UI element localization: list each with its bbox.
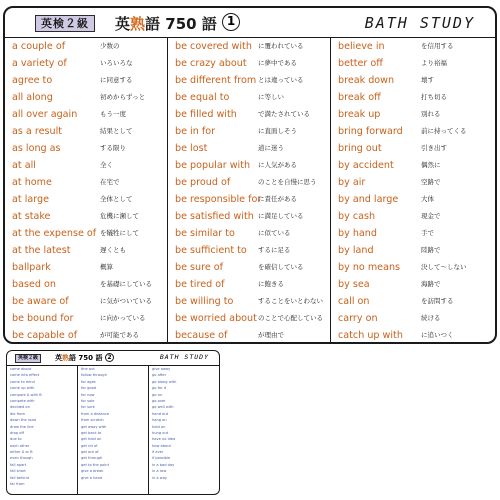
phrase-row <box>168 225 330 242</box>
phrase-english: by air <box>338 177 366 188</box>
phrase-english: at large <box>12 194 50 205</box>
phrase-japanese: に飽きる <box>258 280 284 288</box>
phrase-row <box>5 208 167 225</box>
phrase-japanese: とは違っている <box>258 76 304 84</box>
phrase-english: as long as <box>12 143 61 154</box>
phrase-english: carry on <box>338 313 378 324</box>
phrase-english: by land <box>338 245 374 256</box>
phrase-row <box>331 242 495 259</box>
thumb-phrase-english: if possible <box>152 456 171 461</box>
phrase-japanese: 危機に瀕して <box>100 212 139 220</box>
phrase-japanese: に同意する <box>100 76 133 84</box>
phrase-row <box>5 327 167 344</box>
phrase-japanese: 打ち切る <box>421 93 447 101</box>
thumb-phrase-english: in a way <box>152 475 168 480</box>
thumb-card-number: 2 <box>105 353 114 362</box>
phrase-english: be sure of <box>175 262 224 273</box>
phrase-japanese: 初めからずっと <box>100 93 146 101</box>
title-prefix: 英 <box>115 15 131 33</box>
phrase-english: by no means <box>338 262 401 273</box>
phrase-japanese: 大体 <box>421 195 434 203</box>
phrase-english: a variety of <box>12 58 67 69</box>
phrase-row <box>5 276 167 293</box>
thumb-phrase-english: compete with <box>10 398 35 403</box>
thumb-phrase-english: from a distance <box>81 411 110 416</box>
phrase-japanese: を確信している <box>258 263 304 271</box>
phrase-english: be responsible for <box>175 194 262 205</box>
thumb-phrase-english: in a row <box>152 469 167 474</box>
phrase-row <box>168 293 330 310</box>
phrase-english: ballpark <box>12 262 51 273</box>
phrase-row <box>168 55 330 72</box>
phrase-row <box>5 38 167 55</box>
thumb-phrase-english: come to mind <box>10 379 35 384</box>
phrase-japanese: 在宅で <box>100 178 120 186</box>
phrase-english: be different from <box>175 75 257 86</box>
thumb-phrase-english: get rid of <box>81 443 98 448</box>
phrase-japanese: 結果として <box>100 127 133 135</box>
phrase-english: be covered with <box>175 41 252 52</box>
phrase-japanese: を犠牲にして <box>100 229 139 237</box>
phrase-english: at home <box>12 177 52 188</box>
phrase-english: at stake <box>12 211 51 222</box>
phrase-english: be willing to <box>175 296 234 307</box>
phrase-japanese: 海路で <box>421 280 441 288</box>
phrase-english: be aware of <box>12 296 69 307</box>
phrase-row <box>168 259 330 276</box>
phrase-row <box>331 38 495 55</box>
thumb-phrase-english: get hold on <box>81 437 102 442</box>
phrase-japanese: で満たされている <box>258 110 310 118</box>
title-suffix: 語 750 語 <box>145 15 217 33</box>
phrase-japanese: 別れる <box>421 110 441 118</box>
thumb-phrase-english: decided on <box>10 405 30 410</box>
phrase-english: break off <box>338 92 381 103</box>
phrase-japanese: を基礎にしている <box>100 280 152 288</box>
phrase-english: be equal to <box>175 92 230 103</box>
phrase-row <box>168 38 330 55</box>
thumb-phrase-english: for ages <box>81 379 96 384</box>
phrase-column-2 <box>167 38 331 344</box>
phrase-japanese: もう一度 <box>100 110 126 118</box>
phrase-japanese: に等しい <box>258 93 284 101</box>
phrase-english: at the latest <box>12 245 71 256</box>
phrase-english: be tired of <box>175 279 225 290</box>
thumb-phrase-english: for good <box>81 386 97 391</box>
phrase-row <box>168 72 330 89</box>
phrase-english: believe in <box>338 41 385 52</box>
thumb-phrase-english: drop off <box>10 430 24 435</box>
thumb-phrase-english: how about <box>152 443 171 448</box>
thumb-phrase-english: far from <box>10 482 25 487</box>
phrase-japanese: を訪問する <box>421 297 454 305</box>
phrase-japanese: 少数の <box>100 42 120 50</box>
thumb-phrase-english: fall short <box>10 469 26 474</box>
thumb-title-suffix: 語 750 語 <box>69 354 103 362</box>
thumb-phrase-column-2 <box>77 366 149 494</box>
level-badge: 英検２級 <box>35 15 95 32</box>
thumb-phrase-english: get to the point <box>81 462 109 467</box>
phrase-row <box>168 242 330 259</box>
phrase-english: be satisfied with <box>175 211 254 222</box>
phrase-row <box>331 327 495 344</box>
phrase-english: by cash <box>338 211 376 222</box>
phrase-japanese: いろいろな <box>100 59 133 67</box>
thumb-phrase-english: down the road <box>10 418 36 423</box>
phrase-english: at the expense of <box>12 228 97 239</box>
phrase-column-1 <box>5 38 167 344</box>
phrase-row <box>331 123 495 140</box>
phrase-row <box>5 72 167 89</box>
phrase-japanese: のことを自慢に思う <box>258 178 317 186</box>
phrase-row <box>5 89 167 106</box>
phrase-row <box>168 276 330 293</box>
thumb-phrase-english: fall behind <box>10 475 29 480</box>
phrase-row <box>168 123 330 140</box>
phrase-japanese: に人気がある <box>258 161 297 169</box>
phrase-english: be sufficient to <box>175 245 247 256</box>
phrase-column-3 <box>331 38 495 344</box>
thumb-phrase-english: get through <box>81 456 103 461</box>
thumb-phrase-english: come up with <box>10 386 35 391</box>
phrase-row <box>168 191 330 208</box>
phrase-row <box>331 310 495 327</box>
phrase-row <box>331 276 495 293</box>
thumb-phrase-english: come about <box>10 367 32 371</box>
phrase-japanese: するに足る <box>258 246 291 254</box>
phrase-english: be proud of <box>175 177 231 188</box>
phrase-english: as a result <box>12 126 62 137</box>
phrase-row <box>168 174 330 191</box>
thumb-phrase-column-3 <box>149 366 219 494</box>
phrase-row <box>5 106 167 123</box>
phrase-row <box>331 174 495 191</box>
phrase-japanese: 続ける <box>421 314 441 322</box>
thumb-phrase-english: fine out <box>81 367 95 371</box>
phrase-japanese: に追いつく <box>421 331 454 339</box>
phrase-japanese: する限り <box>100 144 126 152</box>
thumb-title-prefix: 英 <box>55 354 62 362</box>
thumb-phrase-english: go after <box>152 373 167 378</box>
card-header <box>5 8 495 38</box>
thumb-phrase-english: go over <box>152 398 166 403</box>
phrase-english: a couple of <box>12 41 66 52</box>
phrase-japanese: 決して〜しない <box>421 263 467 271</box>
thumb-phrase-row <box>78 475 148 481</box>
phrase-english: agree to <box>12 75 53 86</box>
phrase-english: be lost <box>175 143 208 154</box>
thumb-phrase-english: have no idea <box>152 437 176 442</box>
phrase-english: by hand <box>338 228 377 239</box>
phrase-english: all along <box>12 92 53 103</box>
phrase-japanese: に覆われている <box>258 42 304 50</box>
phrase-row <box>168 89 330 106</box>
phrase-english: by sea <box>338 279 370 290</box>
thumb-phrase-english: give a hand <box>81 475 103 480</box>
thumb-phrase-english: give a break <box>81 469 104 474</box>
phrase-row <box>168 310 330 327</box>
phrase-row <box>5 174 167 191</box>
phrase-english: at all <box>12 160 36 171</box>
phrase-japanese: 陸路で <box>421 246 441 254</box>
thumb-phrase-english: if ever <box>152 450 164 455</box>
phrase-japanese: より裕福 <box>421 59 447 67</box>
phrase-japanese: 全く <box>100 161 113 169</box>
phrase-row <box>5 310 167 327</box>
thumb-brand-logo: BATH STUDY <box>159 353 209 361</box>
vocab-card-2-thumbnail <box>6 350 220 495</box>
phrase-japanese: に満足している <box>258 212 304 220</box>
phrase-english: be filled with <box>175 109 237 120</box>
vocab-card-1 <box>3 6 497 344</box>
phrase-japanese: 道に迷う <box>258 144 284 152</box>
phrase-english: be popular with <box>175 160 251 171</box>
phrase-row <box>5 157 167 174</box>
thumb-phrase-column-1 <box>7 366 77 494</box>
phrase-english: call on <box>338 296 370 307</box>
phrase-english: be in for <box>175 126 216 137</box>
thumb-phrase-english: each other <box>10 443 30 448</box>
thumb-phrase-english: get out of <box>81 450 99 455</box>
phrase-japanese: を信用する <box>421 42 454 50</box>
thumb-phrase-english: follow through <box>81 373 107 378</box>
phrase-japanese: のことで心配している <box>258 314 323 322</box>
thumb-phrase-english: go for it <box>152 386 167 391</box>
card-title <box>115 13 217 34</box>
phrase-english: all over again <box>12 109 78 120</box>
phrase-english: better off <box>338 58 383 69</box>
phrase-english: because of <box>175 330 228 341</box>
phrase-japanese: に夢中である <box>258 59 297 67</box>
phrase-japanese: に似ている <box>258 229 291 237</box>
phrase-row <box>5 191 167 208</box>
thumb-phrase-english: die from <box>10 411 25 416</box>
thumb-phrase-english: for sure <box>81 405 95 410</box>
thumb-phrase-english: hand out <box>152 411 169 416</box>
card-number: 1 <box>222 13 240 31</box>
phrase-row <box>5 242 167 259</box>
thumb-phrase-english: go well with <box>152 405 174 410</box>
thumb-phrase-english: hold on <box>152 424 166 429</box>
thumb-phrase-english: fall apart <box>10 462 27 467</box>
phrase-row <box>331 259 495 276</box>
thumb-phrase-english: give away <box>152 367 171 371</box>
phrase-japanese: に責任がある <box>258 195 297 203</box>
thumb-phrase-english: draw the line <box>10 424 34 429</box>
phrase-row <box>331 191 495 208</box>
phrase-row <box>331 72 495 89</box>
phrase-english: catch up with <box>338 330 403 341</box>
phrase-row <box>331 225 495 242</box>
phrase-japanese: が理由で <box>258 331 284 339</box>
thumb-phrase-row <box>149 475 219 481</box>
thumb-phrase-columns <box>7 366 219 494</box>
phrase-columns <box>5 38 495 344</box>
thumb-title <box>55 353 103 363</box>
phrase-japanese: に向かっている <box>100 314 146 322</box>
thumb-level-badge: 英検２級 <box>15 354 41 363</box>
thumb-phrase-english: from scratch <box>81 418 104 423</box>
thumb-phrase-english: even though <box>10 456 33 461</box>
phrase-japanese: に直面しそう <box>258 127 297 135</box>
thumb-phrase-english: in a bad day <box>152 462 175 467</box>
phrase-english: bring forward <box>338 126 403 137</box>
phrase-english: be crazy about <box>175 58 247 69</box>
phrase-row <box>331 89 495 106</box>
thumb-phrase-english: for now <box>81 392 95 397</box>
thumb-title-highlight: 熟 <box>62 354 69 362</box>
thumb-phrase-english: due to <box>10 437 22 442</box>
title-highlight: 熟 <box>130 15 146 33</box>
phrase-english: bring out <box>338 143 382 154</box>
phrase-row <box>331 293 495 310</box>
phrase-row <box>331 208 495 225</box>
phrase-japanese: 前に持ってくる <box>421 127 467 135</box>
phrase-japanese: することをいとわない <box>258 297 323 305</box>
phrase-row <box>331 55 495 72</box>
thumb-phrase-english: compare A with B <box>10 392 42 397</box>
phrase-row <box>5 55 167 72</box>
phrase-japanese: 遅くとも <box>100 246 126 254</box>
thumb-header <box>7 351 219 366</box>
phrase-row <box>168 208 330 225</box>
phrase-japanese: 概算 <box>100 263 113 271</box>
phrase-row <box>331 106 495 123</box>
thumb-phrase-english: for sale <box>81 398 95 403</box>
phrase-row <box>5 293 167 310</box>
phrase-english: be capable of <box>12 330 78 341</box>
thumb-phrase-english: get away with <box>81 424 107 429</box>
thumb-phrase-english: hung out <box>152 430 169 435</box>
phrase-english: be worried about <box>175 313 257 324</box>
phrase-english: by and large <box>338 194 399 205</box>
phrase-japanese: 手で <box>421 229 434 237</box>
thumb-phrase-english: either A or B <box>10 450 33 455</box>
phrase-row <box>331 157 495 174</box>
phrase-row <box>5 123 167 140</box>
phrase-japanese: 引き出す <box>421 144 447 152</box>
phrase-row <box>331 140 495 157</box>
phrase-japanese: に気がついている <box>100 297 152 305</box>
phrase-english: be bound for <box>12 313 74 324</box>
phrase-english: by accident <box>338 160 394 171</box>
phrase-row <box>5 259 167 276</box>
phrase-english: break up <box>338 109 381 120</box>
thumb-phrase-english: go along with <box>152 379 177 384</box>
phrase-japanese: 全体として <box>100 195 133 203</box>
thumb-phrase-english: come into effect <box>10 373 40 378</box>
phrase-english: break down <box>338 75 395 86</box>
phrase-japanese: 壊す <box>421 76 434 84</box>
phrase-japanese: 現金で <box>421 212 441 220</box>
phrase-row <box>168 106 330 123</box>
phrase-row <box>5 225 167 242</box>
phrase-english: be similar to <box>175 228 235 239</box>
phrase-english: based on <box>12 279 56 290</box>
brand-logo: BATH STUDY <box>364 14 475 32</box>
phrase-row <box>168 327 330 344</box>
thumb-phrase-english: get back to <box>81 430 102 435</box>
phrase-row <box>168 157 330 174</box>
phrase-row <box>168 140 330 157</box>
phrase-japanese: 偶然に <box>421 161 441 169</box>
thumb-phrase-english: go on <box>152 392 163 397</box>
thumb-phrase-english: hang on <box>152 418 167 423</box>
phrase-japanese: 空路で <box>421 178 441 186</box>
thumb-phrase-row <box>7 481 77 487</box>
phrase-japanese: が可能である <box>100 331 139 339</box>
phrase-row <box>5 140 167 157</box>
